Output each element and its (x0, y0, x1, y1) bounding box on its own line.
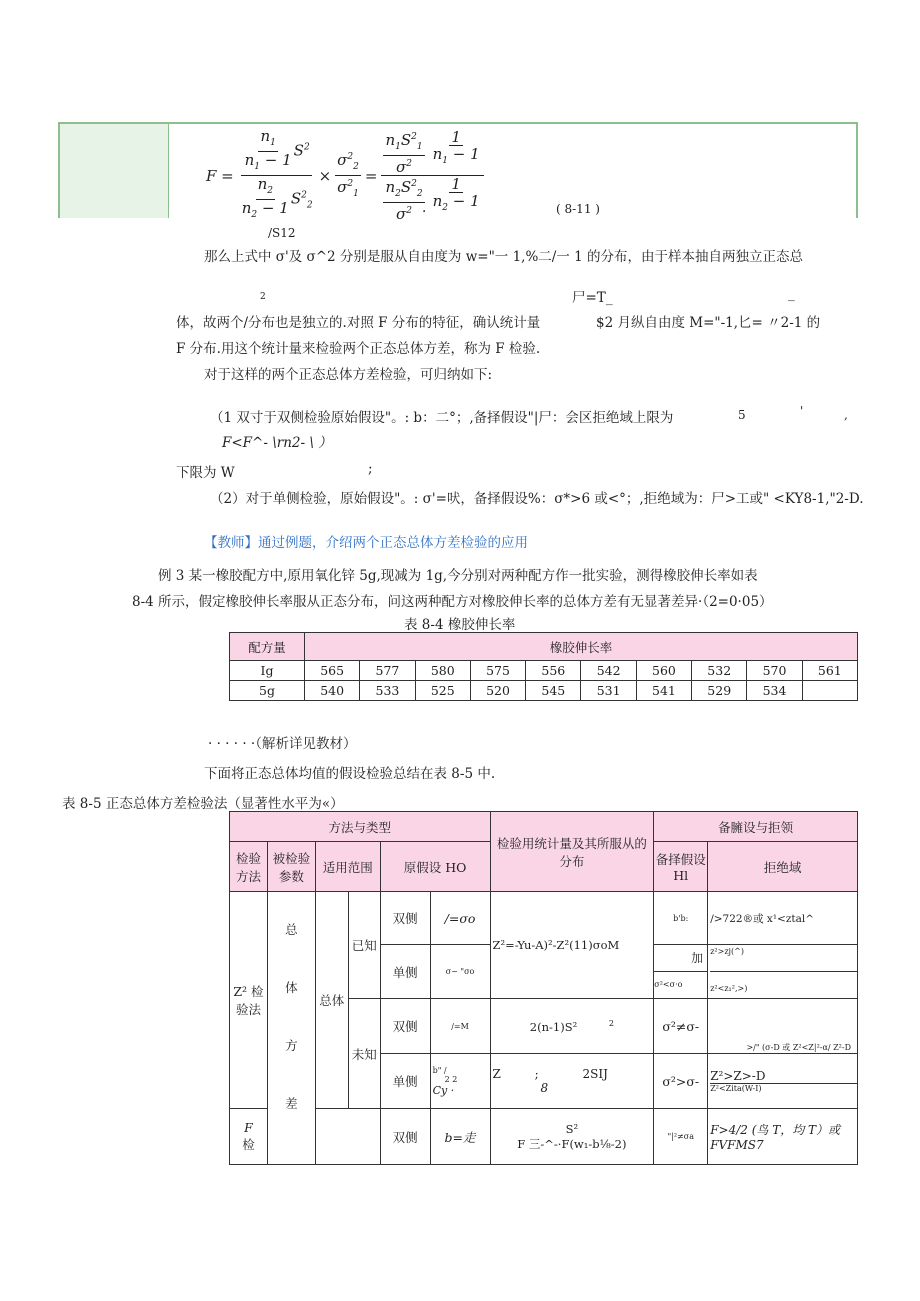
formula-times: × (318, 166, 332, 185)
header-alt-rejection: 备臃设与拒领 (654, 812, 858, 842)
text-underscore: _ (788, 286, 795, 302)
paragraph-line-6: F<F^- \rn2- \ ） (222, 435, 332, 451)
paragraph-line-7a: 下限为 W (176, 465, 235, 481)
header-rejection: 拒绝域 (708, 842, 858, 892)
formula-dot: . (422, 200, 427, 216)
text-2: 2 (260, 292, 266, 302)
formula-eq: = (364, 166, 378, 185)
paragraph-line-1: 那么上式中 σ'及 σ^2 分别是服从自由度为 w="一 1,%二/一 1 的分布，由于样本抽自两独立正态总 (204, 249, 804, 265)
two-sided-cell: 双侧 (380, 999, 430, 1054)
formula-sigma-ratio: $\frac{\sigma^2_2}{\sigma^2_1}$ (337, 151, 359, 199)
table-8-4 (229, 632, 858, 701)
paragraph-line-8: （2）对于单侧检验，原始假设"。: σ'=吠，备择假设%：σ*>6 或<°；,拒绝域为：尸>工或" <KY8-1,"2-D. (210, 491, 864, 507)
formula-label: ( 8-11 ) (556, 202, 600, 216)
unknown-cell: 未知 (348, 999, 380, 1109)
paragraph-line-7b: ; (368, 461, 373, 477)
header-h0: 原假设 HO (380, 842, 490, 892)
header-method: 检验方法 (230, 842, 268, 892)
formula-right-fraction: $\frac{n_1S^2_1}{\sigma^2}$ $\frac{1}{n_1 - 1}$ $\frac{n_2S^2_2}{\sigma^2}$ $\frac{1}{n_2 - 1}$ (381, 129, 483, 222)
header-statistic: 检验用统计量及其所服从的分布 (490, 812, 654, 892)
known-cell: 已知 (348, 892, 380, 999)
f-method-cell: F 检 (230, 1109, 268, 1165)
two-sided-cell: 双侧 (380, 1109, 430, 1165)
two-sided-cell: 双侧 (380, 892, 430, 945)
table-row: 5g 540 533 525 520 545 531 541 529 534 (230, 681, 858, 701)
example-line-2: 8-4 所示，假定橡胶伸长率服从正态分布，问这两种配方对橡胶伸长率的总体方差有无显著差异·（2=0·05） (132, 594, 773, 610)
paragraph-line-3: F 分布.用这个统计量来检验两个正态总体方差，称为 F 检验. (176, 341, 541, 357)
header-scope: 适用范围 (315, 842, 380, 892)
param-cell: 总 体 方 差 (267, 892, 315, 1165)
formula-8-11 (206, 128, 484, 223)
one-sided-cell: 单侧 (380, 1054, 430, 1109)
summary-line: 下面将正态总体均值的假设检验总结在表 8-5 中. (204, 766, 496, 782)
header-h1: 备择假设 Hl (654, 842, 708, 892)
table-8-5-title: 表 8-5 正态总体方差检验法（显著性水平为«） (62, 796, 344, 812)
table-8-5: 方法与类型 检验用统计量及其所服从的分布 备臃设与拒领 检验方法 被检验参数 适用范围 原假设 HO 备择假设 Hl 拒绝域 Z² 检验法 总 体 方 差 总体 已知 双侧 /=σo Z²=-Yu-A)²-Z²(11)σoM b'b: />722®或 x¹<ztal^ 单侧 σ~ "σo 加 σ²<σ·o z²>zj(^) z²<z₁²,>) 未知 双侧 /=M 2(n-1)S² $^2$ σ²≠σ- >/" (σ-D 或 Z²<Z|²-α/ Z²-D 单侧 b" / 2 2 Cy · Z ; 2SIJ 8 σ²>σ- Z²>Z>-D Z²<Zita(W-I) F 检 双侧 b=走 S² F 三-^-·F(w₁-b⅛-2) "|²≠σa F>4/2 (鸟 T，均 T）或 FVFMS7 (229, 811, 858, 1165)
text-comma: , (844, 408, 848, 422)
formula-left-fraction: $\frac{n_1}{n_1 - 1}$ $S^2$ $\frac{n_2}{n_2 - 1}$ $S^2_2$ (241, 127, 313, 220)
paragraph-line-2b: $2 月纵自由度 M="-1,匕= 〃2-1 的 (596, 315, 821, 331)
text-s12: /S12 (268, 226, 296, 240)
table-8-4-title: 表 8-4 橡胶伸长率 (404, 617, 516, 633)
teacher-note: 【教师】通过例题，介绍两个正态总体方差检验的应用 (204, 535, 528, 551)
text-quote: ' (800, 404, 804, 418)
z-method-cell: Z² 检验法 (230, 892, 268, 1109)
table-8-4-header-amount: 配方量 (230, 633, 305, 661)
paragraph-line-4: 对于这样的两个正态总体方差检验，可归纳如下: (204, 367, 493, 383)
paragraph-line-5a: （1 双寸于双侧检验原始假设"。: b：二°；,备择假设"|尸：会区拒绝域上限为 (210, 410, 674, 426)
header-method-type: 方法与类型 (230, 812, 491, 842)
example-line-1: 例 3 某一橡胶配方中,原用氧化锌 5g,现减为 1g,今分别对两种配方作一批实验，测得橡胶伸长率如表 (158, 568, 758, 584)
formula-lhs: F = (206, 166, 234, 185)
table-8-4-header-elongation: 橡胶伸长率 (305, 633, 858, 661)
paragraph-line-2a: 体，故两个/分布也是独立的.对照 F 分布的特征，确认统计量 (176, 315, 541, 331)
analysis-dots: · · · · · ·（解析详见教材） (208, 736, 357, 752)
formula-box-label-cell (60, 124, 169, 218)
one-sided-cell: 单侧 (380, 945, 430, 999)
table-row: Ig 565 577 580 575 556 542 560 532 570 561 (230, 661, 858, 681)
text-5: 5 (738, 408, 746, 422)
header-param: 被检验参数 (267, 842, 315, 892)
text-p-t: 尸=T_ (572, 290, 613, 306)
scope-cell: 总体 (315, 892, 348, 1109)
